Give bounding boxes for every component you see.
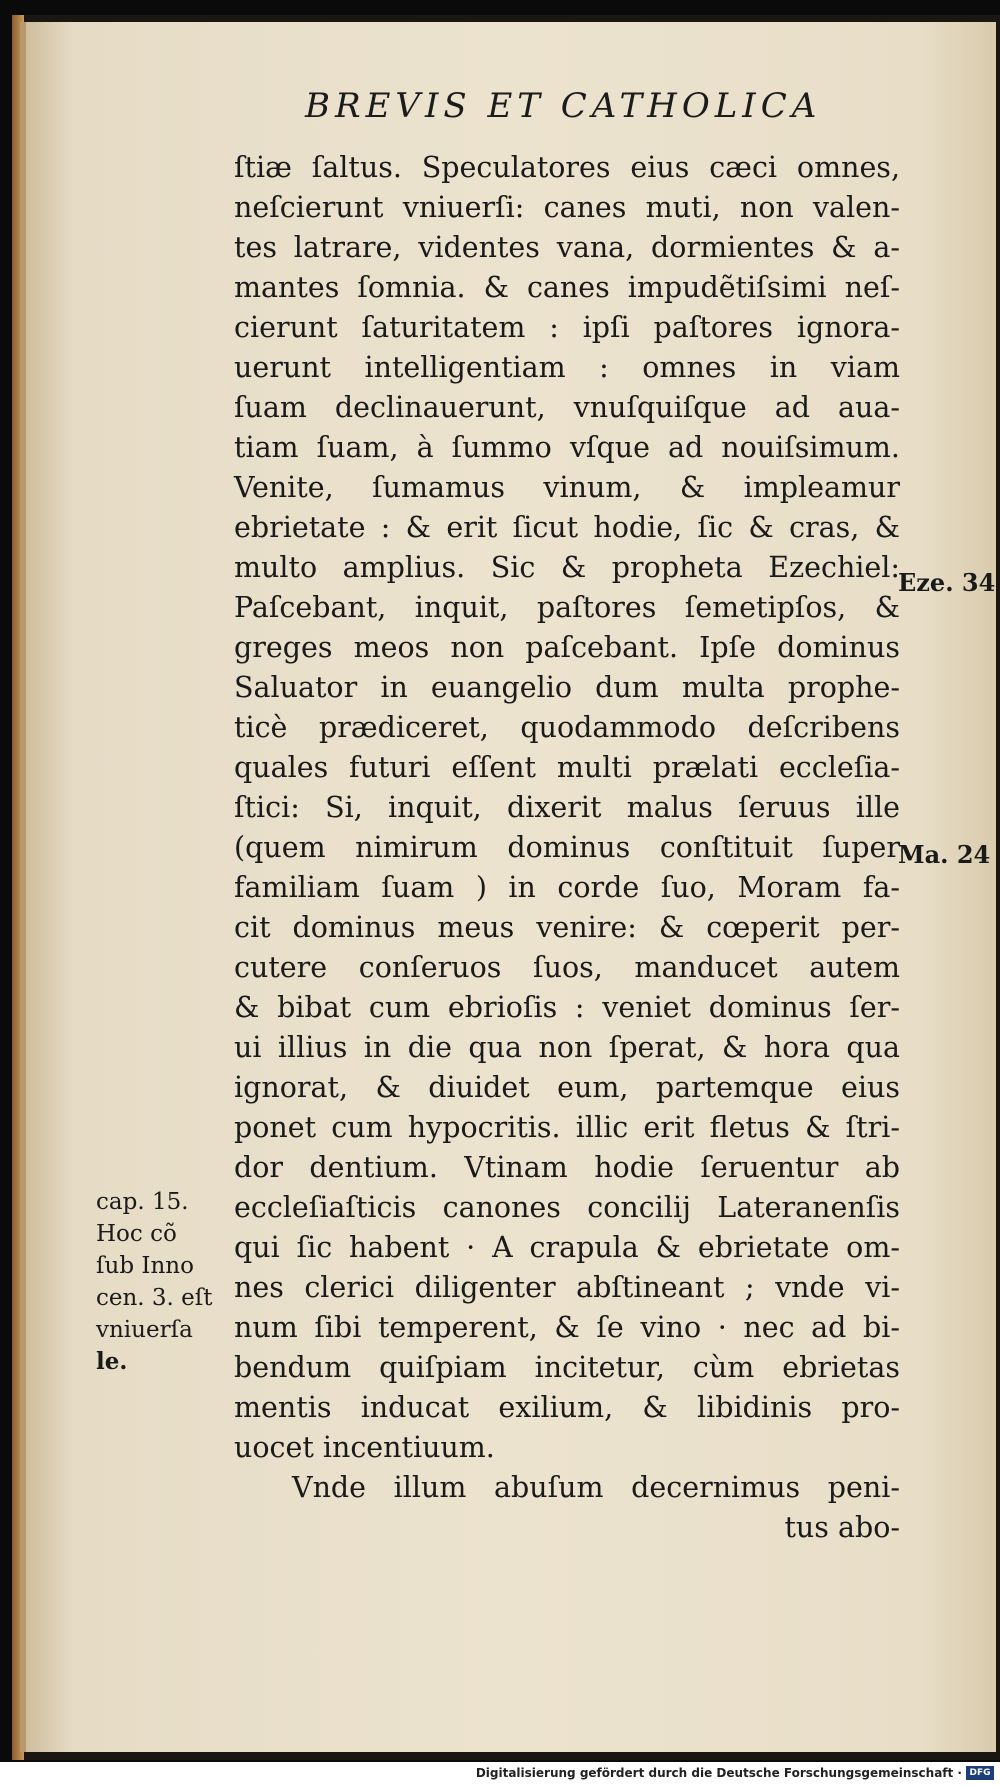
text-line: tes latrare, videntes vana, dormientes & a- bbox=[234, 231, 900, 264]
text-line: bendum quiſpiam incitetur, cùm ebrietas bbox=[234, 1351, 900, 1384]
margin-note-line: ſub Inno bbox=[96, 1253, 194, 1279]
margin-note-left bbox=[96, 1186, 236, 1378]
text-line: eccleſiaſticis canones concilij Lateranenſis bbox=[234, 1191, 900, 1224]
text-line: nes clerici diligenter abſtineant ; vnde vi- bbox=[234, 1271, 900, 1304]
text-line: & bibat cum ebrioſis : veniet dominus ſer- bbox=[234, 991, 900, 1024]
text-line: uerunt intelligentiam : omnes in viam bbox=[234, 351, 900, 384]
text-line: mantes ſomnia. & canes impudẽtiſsimi neſ- bbox=[234, 271, 900, 304]
margin-note-line: cap. 15. bbox=[96, 1189, 189, 1215]
margin-note-line: Hoc cõ bbox=[96, 1221, 177, 1247]
text-line: Saluator in euangelio dum multa prophe- bbox=[234, 671, 900, 704]
text-line: ticè prædiceret, quodammodo deſcribens bbox=[234, 711, 900, 744]
text-line: familiam ſuam ) in corde ſuo, Moram fa- bbox=[234, 871, 900, 904]
margin-note-matthew: Ma. 24 bbox=[898, 840, 991, 869]
running-title: BREVIS ET CATHOLICA bbox=[305, 86, 822, 126]
text-line: ſtiæ ſaltus. Speculatores eius cæci omnes, bbox=[234, 151, 900, 184]
text-line: cutere conſeruos ſuos, manducet autem bbox=[234, 951, 900, 984]
text-line: mentis inducat exilium, & libidinis pro- bbox=[234, 1391, 900, 1424]
text-line: qui ſic habent · A crapula & ebrietate om- bbox=[234, 1231, 900, 1264]
text-line: ſuam declinauerunt, vnuſquiſque ad aua- bbox=[234, 391, 900, 424]
text-line: ebrietate : & erit ſicut hodie, ſic & cras, & bbox=[234, 511, 900, 544]
text-line: cit dominus meus venire: & cœperit per- bbox=[234, 911, 900, 944]
text-line: dor dentium. Vtinam hodie ſeruentur ab bbox=[234, 1151, 900, 1184]
text-line: ignorat, & diuidet eum, partemque eius bbox=[234, 1071, 900, 1104]
text-line: num ſibi temperent, & ſe vino · nec ad bi- bbox=[234, 1311, 900, 1344]
text-line: ui illius in die qua non ſperat, & hora qua bbox=[234, 1031, 900, 1064]
text-line: quales futuri eſſent multi prælati eccleſia- bbox=[234, 751, 900, 784]
text-line: (quem nimirum dominus conſtituit ſuper bbox=[234, 831, 900, 864]
footer-credit: Digitalisierung gefördert durch die Deutsche Forschungsgemeinschaft · bbox=[475, 1766, 962, 1780]
text-line: multo amplius. Sic & propheta Ezechiel: bbox=[234, 551, 900, 584]
text-line: cierunt ſaturitatem : ipſi paſtores ignora- bbox=[234, 311, 900, 344]
margin-note-line: vniuerſa bbox=[96, 1317, 193, 1343]
margin-note-ezechiel: Eze. 34 bbox=[898, 568, 996, 597]
margin-note-line: le. bbox=[96, 1348, 128, 1375]
text-line: Paſcebant, inquit, paſtores ſemetipſos, & bbox=[234, 591, 900, 624]
margin-note-line: cen. 3. eſt bbox=[96, 1285, 213, 1311]
text-line: neſcierunt vniuerſi: canes muti, non valen- bbox=[234, 191, 900, 224]
text-line: tiam ſuam, à ſummo vſque ad nouiſsimum. bbox=[234, 431, 900, 464]
footer-bar bbox=[0, 1762, 1000, 1787]
text-line: ſtici: Si, inquit, dixerit malus ſeruus ille bbox=[234, 791, 900, 824]
catchword: tus abo- bbox=[784, 1511, 900, 1544]
text-line: uocet incentiuum. bbox=[234, 1431, 495, 1464]
text-line: Venite, ſumamus vinum, & impleamur bbox=[234, 471, 900, 504]
text-line: ponet cum hypocritis. illic erit fletus & ſtri- bbox=[234, 1111, 900, 1144]
body-text bbox=[234, 148, 900, 1548]
text-line: greges meos non paſcebant. Ipſe dominus bbox=[234, 631, 900, 664]
text-line: Vnde illum abuſum decernimus peni- bbox=[292, 1471, 900, 1504]
dfg-logo: DFG bbox=[966, 1766, 994, 1780]
